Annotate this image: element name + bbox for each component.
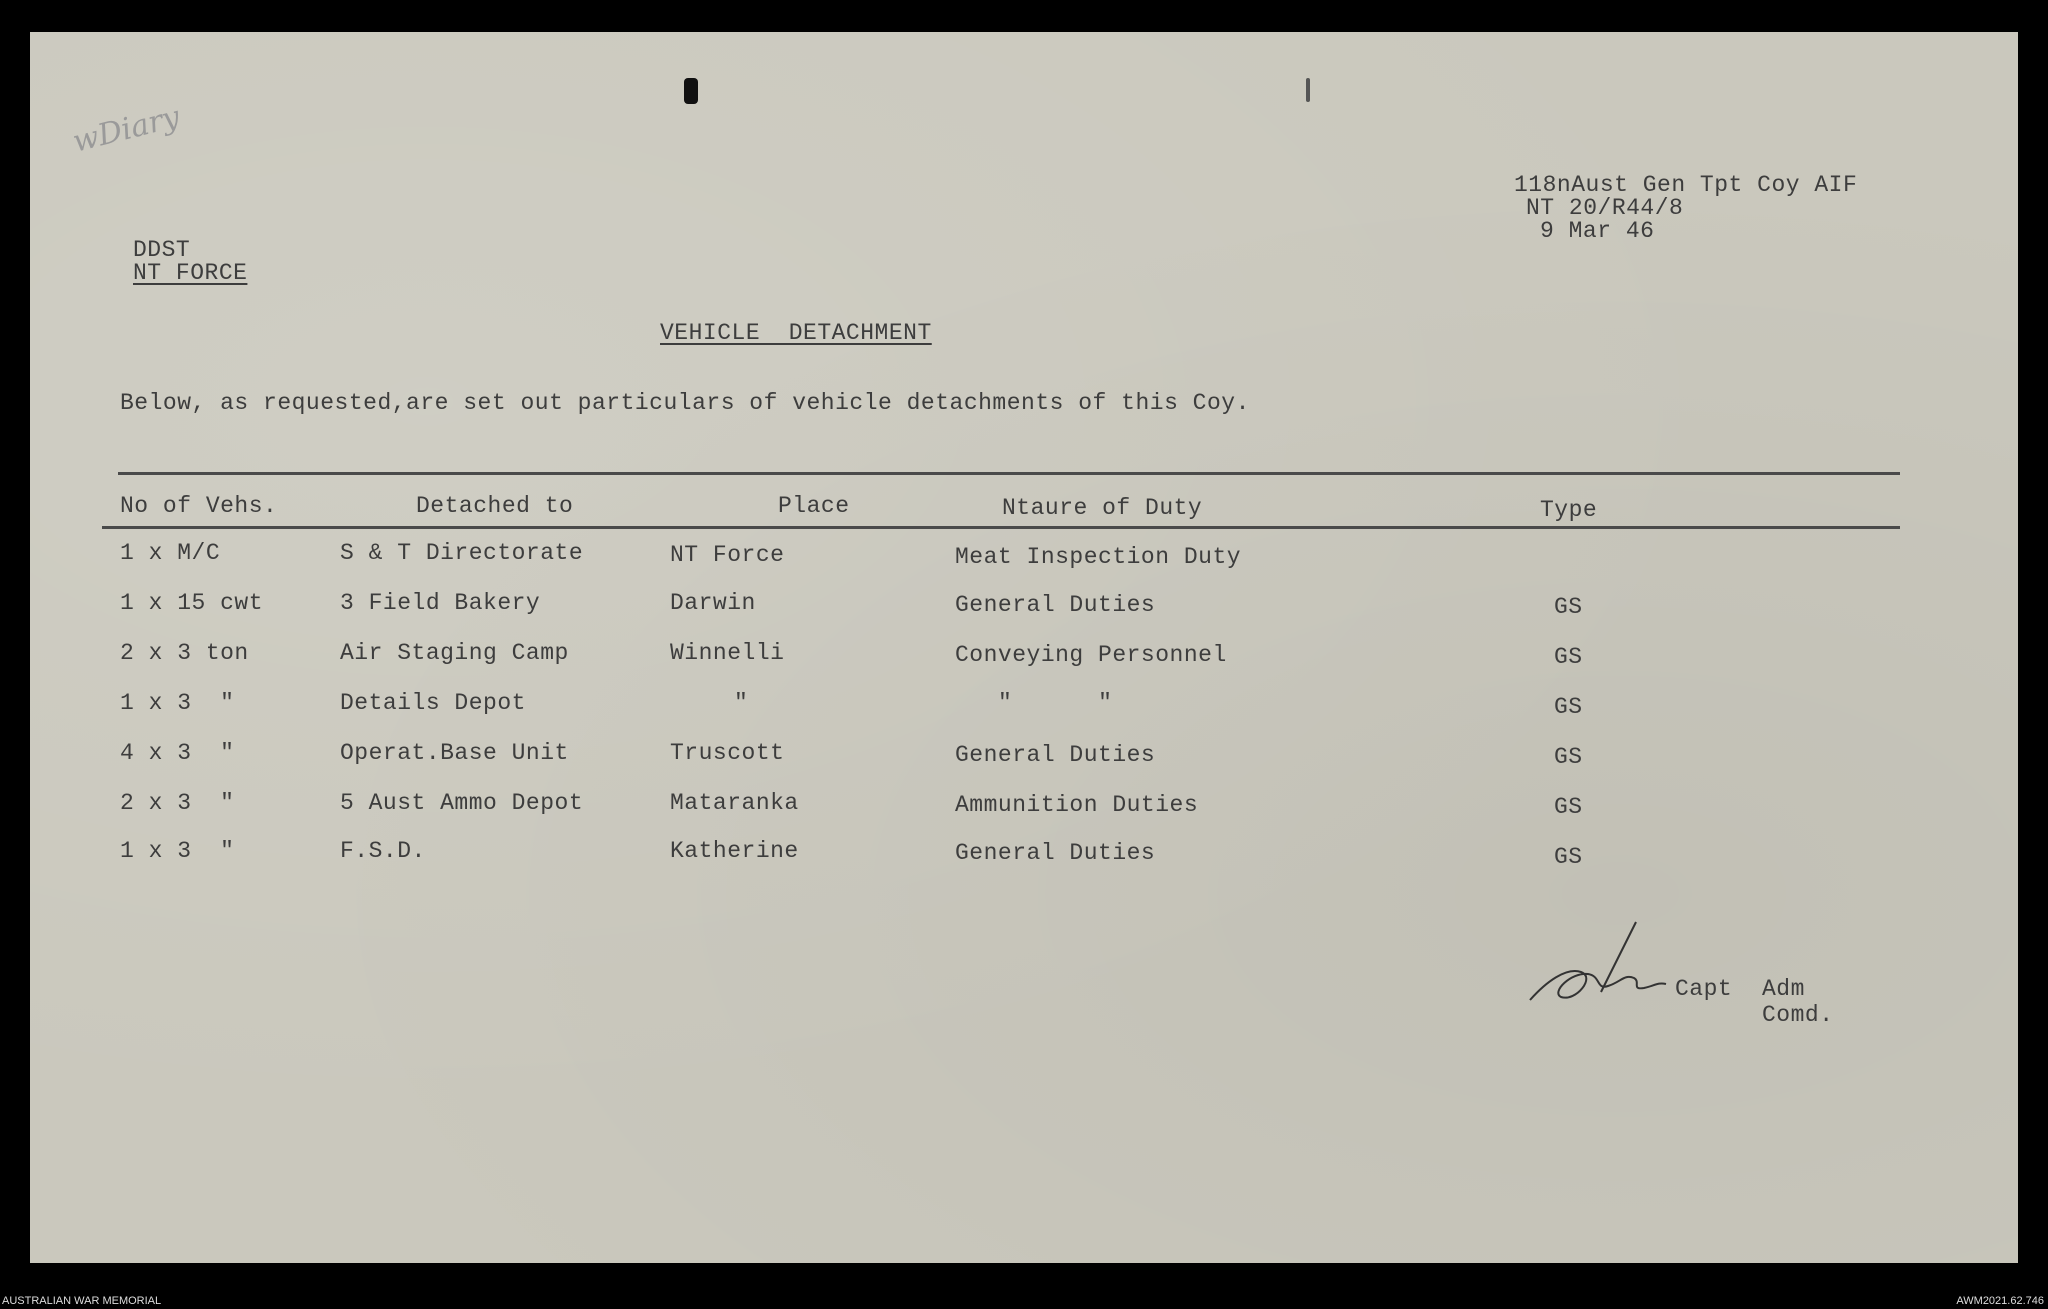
cell-place: Winnelli xyxy=(670,640,785,666)
cell-type: GS xyxy=(1554,794,1583,820)
cell-place: Darwin xyxy=(670,590,756,616)
cell-detached-to: Air Staging Camp xyxy=(340,640,569,666)
table-header-rule xyxy=(102,526,1900,529)
cell-type: GS xyxy=(1554,694,1583,720)
sender-unit: 118nAust Gen Tpt Coy AIF xyxy=(1514,172,1858,198)
footer-credit: AUSTRALIAN WAR MEMORIAL xyxy=(2,1295,162,1307)
cell-detached-to: 3 Field Bakery xyxy=(340,590,541,616)
cell-vehicles: 2 x 3 " xyxy=(120,790,235,816)
cell-vehicles: 1 x M/C xyxy=(120,540,221,566)
cell-vehicles: 1 x 15 cwt xyxy=(120,590,264,616)
intro-paragraph: Below, as requested,are set out particulars of vehicle detachments of this Coy. xyxy=(120,390,1250,416)
table-top-rule xyxy=(118,472,1900,475)
header-no-of-vehs: No of Vehs. xyxy=(120,493,278,519)
cell-duty: Ammunition Duties xyxy=(955,792,1199,818)
header-nature-of-duty: Ntaure of Duty xyxy=(1002,495,1203,521)
sender-date: 9 Mar 46 xyxy=(1540,218,1655,244)
cell-duty: Meat Inspection Duty xyxy=(955,544,1242,570)
cell-vehicles: 1 x 3 " xyxy=(120,838,235,864)
sender-ref: NT 20/R44/8 xyxy=(1526,195,1684,221)
cell-place: Truscott xyxy=(670,740,785,766)
signature-appointment-line2: Comd. xyxy=(1762,1002,1834,1028)
cell-place: Katherine xyxy=(670,838,799,864)
cell-vehicles: 2 x 3 ton xyxy=(120,640,249,666)
addressee-line2: NT FORCE xyxy=(133,260,248,286)
cell-type: GS xyxy=(1554,744,1583,770)
cell-detached-to: F.S.D. xyxy=(340,838,426,864)
header-detached-to: Detached to xyxy=(416,493,574,519)
header-place: Place xyxy=(778,493,850,519)
cell-duty: General Duties xyxy=(955,742,1156,768)
cell-duty: General Duties xyxy=(955,840,1156,866)
cell-place: " xyxy=(734,690,749,716)
signature-rank: Capt xyxy=(1675,976,1733,1002)
cell-type: GS xyxy=(1554,594,1583,620)
cell-detached-to: S & T Directorate xyxy=(340,540,584,566)
addressee-line1: DDST xyxy=(133,237,191,263)
cell-type: GS xyxy=(1554,644,1583,670)
header-type: Type xyxy=(1540,497,1598,523)
cell-type: GS xyxy=(1554,844,1583,870)
document-page xyxy=(30,32,2018,1263)
signature-appointment: Adm xyxy=(1762,976,1805,1002)
page-title: VEHICLE DETACHMENT xyxy=(660,320,932,346)
cell-vehicles: 4 x 3 " xyxy=(120,740,235,766)
footer-accession: AWM2021.62.746 xyxy=(1956,1295,2044,1307)
cell-detached-to: Details Depot xyxy=(340,690,526,716)
cell-vehicles: 1 x 3 " xyxy=(120,690,235,716)
cell-detached-to: 5 Aust Ammo Depot xyxy=(340,790,584,816)
cell-place: NT Force xyxy=(670,542,785,568)
cell-duty: " " xyxy=(998,690,1113,716)
cell-duty: General Duties xyxy=(955,592,1156,618)
cell-detached-to: Operat.Base Unit xyxy=(340,740,569,766)
cell-place: Mataranka xyxy=(670,790,799,816)
cell-duty: Conveying Personnel xyxy=(955,642,1227,668)
punch-hole-left xyxy=(684,78,698,104)
handwritten-annotation: wDiary xyxy=(69,99,184,160)
punch-hole-right xyxy=(1306,78,1310,102)
signature-mark xyxy=(1526,912,1676,1012)
